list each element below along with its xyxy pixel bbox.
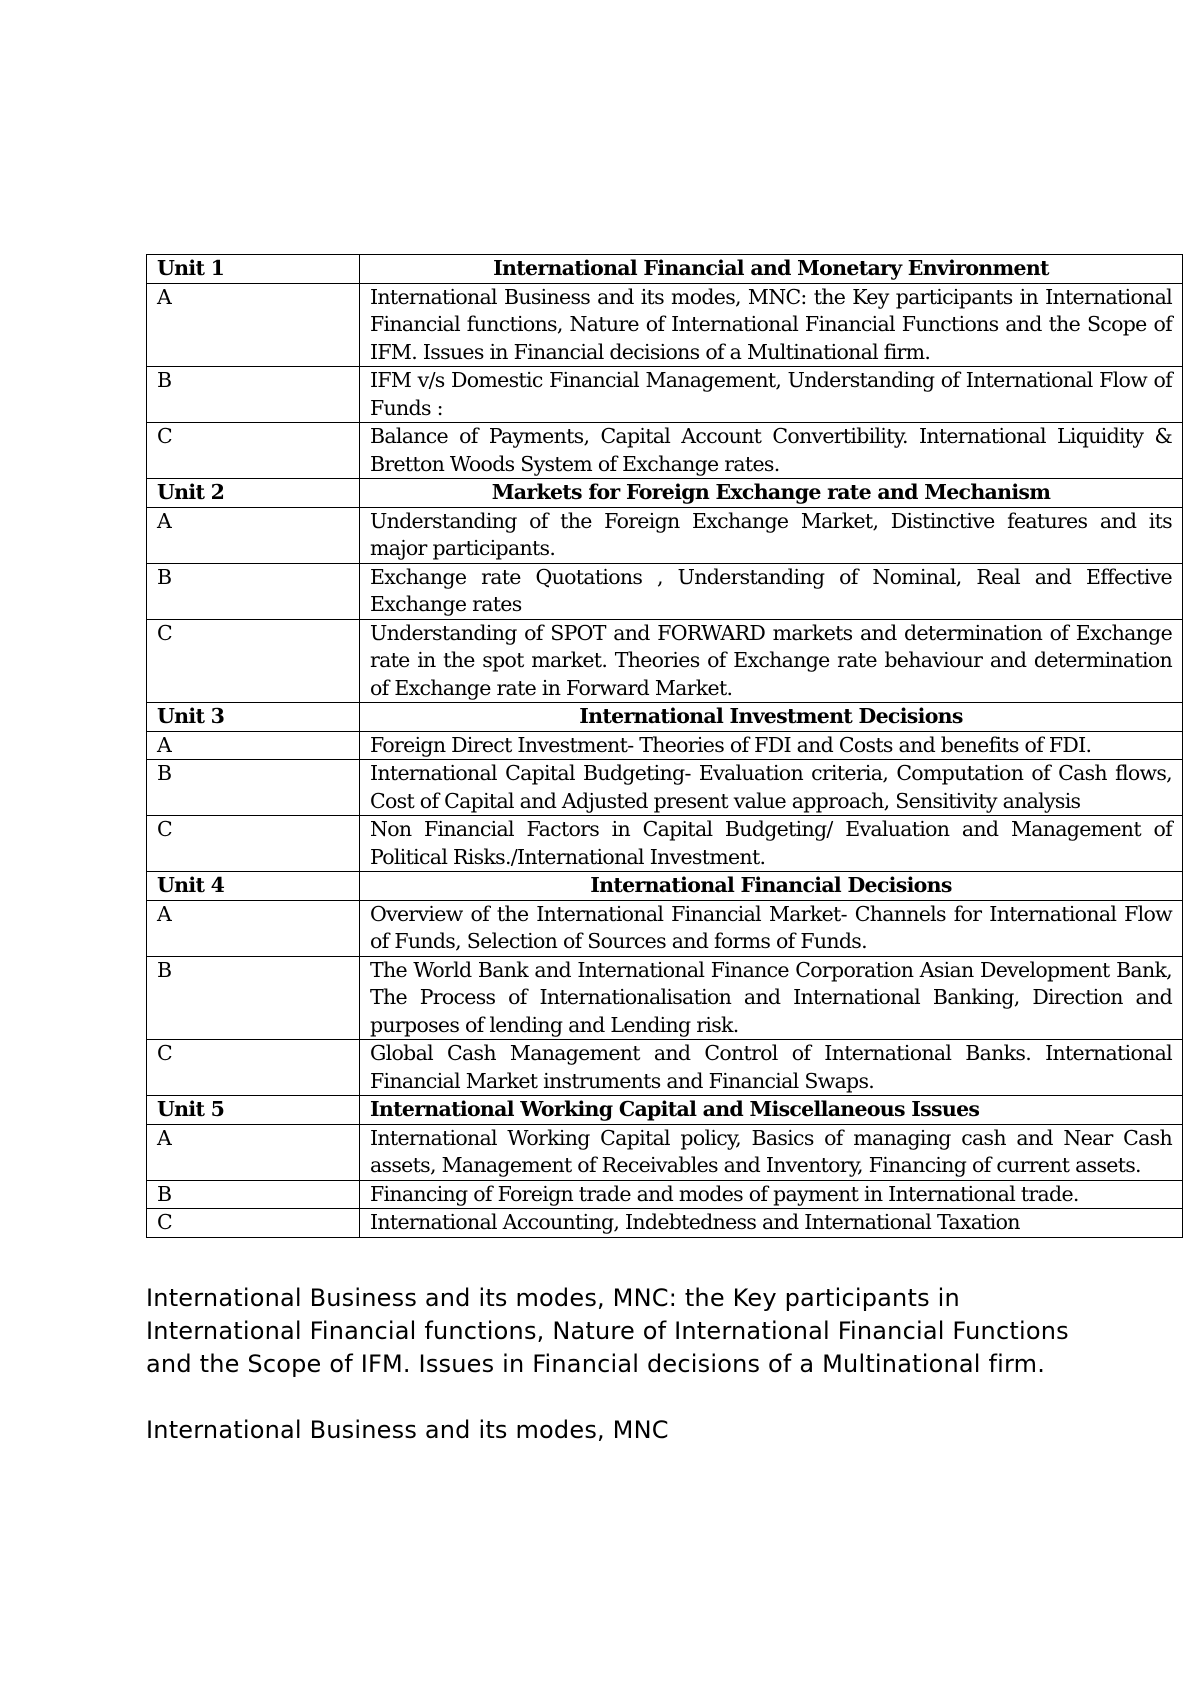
topic-description: Balance of Payments, Capital Account Convertibility. International Liquidity & Bretton Woods System of Exchange rates. — [360, 423, 1183, 479]
topic-key: A — [147, 507, 360, 563]
topic-description: Understanding of SPOT and FORWARD markets and determination of Exchange rate in the spot market. Theories of Exchange rate behaviour and determination of Exchange rate in Forward Market. — [360, 619, 1183, 703]
topic-row — [147, 1040, 1183, 1096]
unit-title: International Financial Decisions — [360, 872, 1183, 901]
topic-key: A — [147, 900, 360, 956]
unit-header-row — [147, 872, 1183, 901]
unit-label: Unit 3 — [147, 703, 360, 732]
topic-description: Understanding of the Foreign Exchange Market, Distinctive features and its major participants. — [360, 507, 1183, 563]
topic-description: Non Financial Factors in Capital Budgeting/ Evaluation and Management of Political Risks./International Investment. — [360, 816, 1183, 872]
notes-section — [146, 1282, 1086, 1447]
unit-title: International Financial and Monetary Environment — [360, 255, 1183, 284]
unit-title: Markets for Foreign Exchange rate and Mechanism — [360, 479, 1183, 508]
topic-key: C — [147, 1040, 360, 1096]
unit-header-row — [147, 703, 1183, 732]
topic-row — [147, 563, 1183, 619]
syllabus-table — [146, 254, 1183, 1238]
topic-description: International Capital Budgeting- Evaluation criteria, Computation of Cash flows, Cost of Capital and Adjusted present value approach, Sensitivity analysis — [360, 760, 1183, 816]
topic-description: Global Cash Management and Control of International Banks. International Financial Market instruments and Financial Swaps. — [360, 1040, 1183, 1096]
topic-description: Exchange rate Quotations , Understanding of Nominal, Real and Effective Exchange rates — [360, 563, 1183, 619]
topic-row — [147, 731, 1183, 760]
topic-description: The World Bank and International Finance Corporation Asian Development Bank, The Process of Internationalisation and International Banking, Direction and purposes of lending and Lending risk. — [360, 956, 1183, 1040]
topic-key: A — [147, 731, 360, 760]
topic-key: A — [147, 1124, 360, 1180]
topic-row — [147, 367, 1183, 423]
topic-row — [147, 816, 1183, 872]
topic-row — [147, 283, 1183, 367]
topic-row — [147, 619, 1183, 703]
topic-row — [147, 1124, 1183, 1180]
unit-label: Unit 1 — [147, 255, 360, 284]
topic-key: B — [147, 956, 360, 1040]
topic-key: B — [147, 1180, 360, 1209]
topic-key: B — [147, 367, 360, 423]
topic-row — [147, 760, 1183, 816]
topic-key: C — [147, 423, 360, 479]
unit-title: International Working Capital and Miscellaneous Issues — [360, 1096, 1183, 1125]
topic-key: B — [147, 563, 360, 619]
topic-row — [147, 900, 1183, 956]
topic-description: IFM v/s Domestic Financial Management, Understanding of International Flow of Funds : — [360, 367, 1183, 423]
topic-description: International Working Capital policy, Basics of managing cash and Near Cash assets, Management of Receivables and Inventory, Financing of current assets. — [360, 1124, 1183, 1180]
unit-header-row — [147, 1096, 1183, 1125]
topic-description: International Business and its modes, MNC: the Key participants in International Financial functions, Nature of International Financial Functions and the Scope of IFM. Issues in Financial decisions of a Multinational firm. — [360, 283, 1183, 367]
topic-key: C — [147, 816, 360, 872]
topic-description: International Accounting, Indebtedness and International Taxation — [360, 1209, 1183, 1238]
unit-label: Unit 5 — [147, 1096, 360, 1125]
topic-key: A — [147, 283, 360, 367]
topic-description: Financing of Foreign trade and modes of payment in International trade. — [360, 1180, 1183, 1209]
topic-row — [147, 1209, 1183, 1238]
topic-key: C — [147, 1209, 360, 1238]
topic-description: Foreign Direct Investment- Theories of FDI and Costs and benefits of FDI. — [360, 731, 1183, 760]
topic-row — [147, 1180, 1183, 1209]
topic-key: B — [147, 760, 360, 816]
topic-key: C — [147, 619, 360, 703]
unit-header-row — [147, 255, 1183, 284]
syllabus-table-body — [147, 255, 1183, 1238]
topic-row — [147, 423, 1183, 479]
topic-row — [147, 956, 1183, 1040]
unit-header-row — [147, 479, 1183, 508]
topic-description: Overview of the International Financial Market- Channels for International Flow of Funds, Selection of Sources and forms of Funds. — [360, 900, 1183, 956]
notes-paragraph: International Business and its modes, MNC: the Key participants in International Financial functions, Nature of International Financial Functions and the Scope of IFM. Issues in Financial decisions of a Multinational firm. — [146, 1284, 1069, 1378]
topic-row — [147, 507, 1183, 563]
notes-paragraph: International Business and its modes, MNC — [146, 1416, 669, 1444]
unit-label: Unit 4 — [147, 872, 360, 901]
unit-label: Unit 2 — [147, 479, 360, 508]
unit-title: International Investment Decisions — [360, 703, 1183, 732]
